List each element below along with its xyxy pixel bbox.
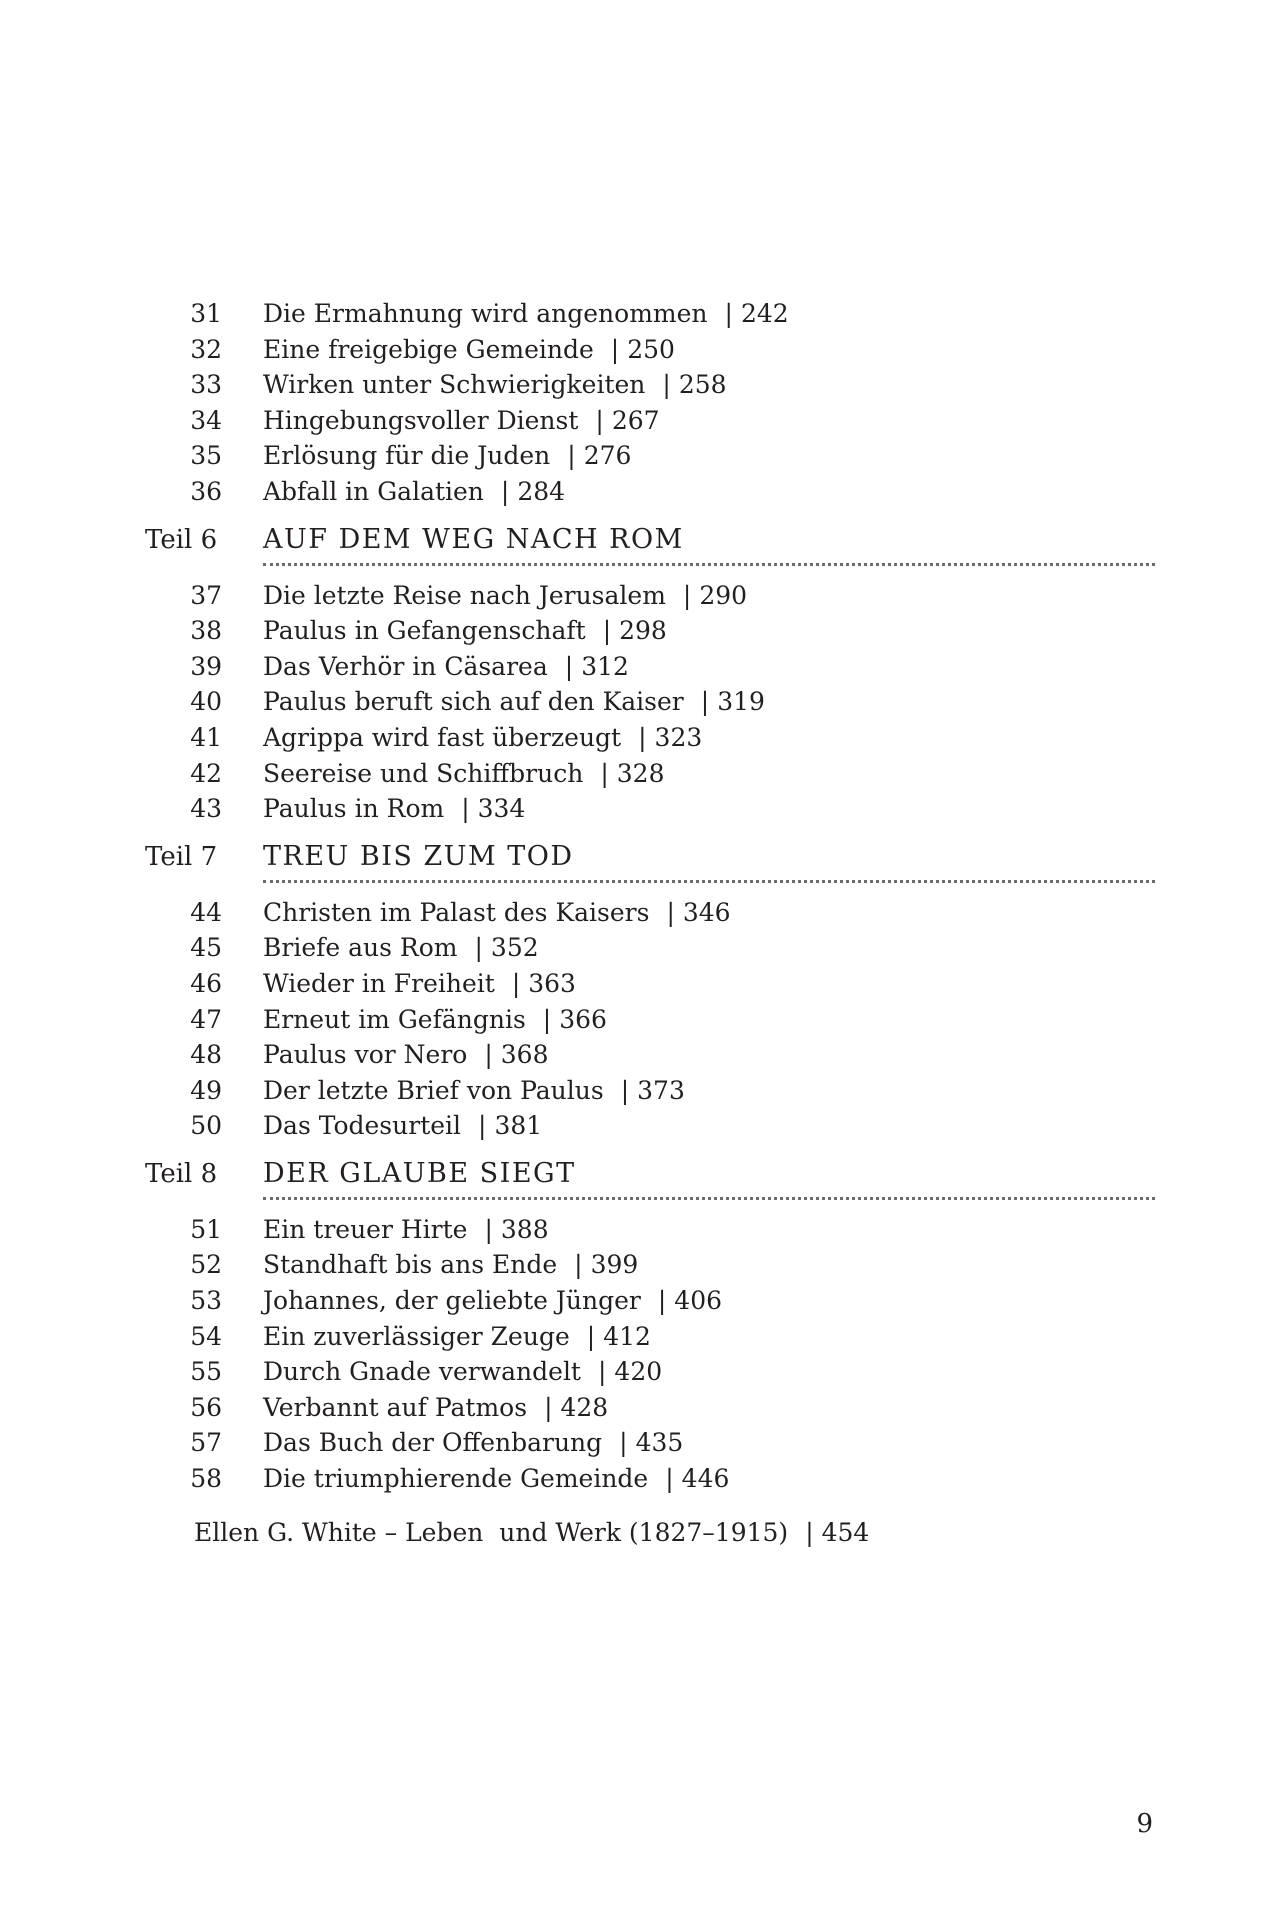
page-separator: | <box>461 794 470 824</box>
toc-chapter-entry <box>0 403 1280 439</box>
chapter-page-number: 312 <box>581 651 629 681</box>
toc-chapter-entry <box>0 613 1280 649</box>
page-separator: | <box>484 1040 493 1070</box>
toc-chapter-entry <box>0 1425 1280 1461</box>
chapter-title-line <box>263 403 660 439</box>
page-separator: | <box>665 1464 674 1494</box>
page-separator: | <box>597 1357 607 1387</box>
chapter-number: 31 <box>190 299 222 328</box>
chapter-number: 40 <box>190 687 222 717</box>
table-of-contents <box>0 296 1280 1551</box>
chapter-page-number: 352 <box>490 933 539 963</box>
chapter-number: 47 <box>190 1004 222 1034</box>
chapter-title: Erneut im Gefängnis <box>263 1004 526 1034</box>
part-label: Teil 6 <box>145 524 218 555</box>
chapter-page-number: 242 <box>740 299 789 328</box>
chapter-title: Standhaft bis ans Ende <box>263 1250 558 1280</box>
chapter-title: Paulus in Rom <box>263 794 445 824</box>
chapter-page-number: 323 <box>654 722 703 752</box>
chapter-title-line <box>263 1002 607 1038</box>
appendix-title: Ellen G. White – Leben und Werk (1827–1915) <box>194 1517 789 1547</box>
chapter-title-line <box>263 720 702 756</box>
appendix-title-line <box>194 1515 869 1551</box>
chapter-title: Abfall in Galatien <box>263 476 484 506</box>
chapter-title-line <box>263 367 727 403</box>
toc-chapter-entry <box>0 332 1280 368</box>
chapter-number: 36 <box>190 476 222 506</box>
chapter-page-number: 368 <box>500 1040 549 1070</box>
page-separator: | <box>662 370 671 400</box>
part-title: TREU BIS ZUM TOD <box>263 840 574 872</box>
page-separator: | <box>666 897 675 927</box>
chapter-title-line <box>263 1425 683 1461</box>
toc-chapter-entry <box>0 1390 1280 1426</box>
chapter-page-number: 328 <box>616 758 665 788</box>
chapter-title-line <box>263 1283 722 1319</box>
page-separator: | <box>602 616 612 646</box>
toc-chapter-entry <box>0 1212 1280 1248</box>
chapter-title: Christen im Palast des Kaisers <box>263 897 650 927</box>
chapter-title: Das Buch der Offenbarung <box>263 1428 603 1458</box>
chapter-number: 52 <box>190 1250 222 1280</box>
page-separator: | <box>657 1286 667 1316</box>
dotted-rule <box>263 1197 1155 1200</box>
chapter-page-number: 420 <box>614 1357 663 1387</box>
chapter-page-number: 284 <box>517 476 566 506</box>
chapter-number: 48 <box>190 1040 222 1070</box>
chapter-title: Paulus vor Nero <box>263 1040 468 1070</box>
chapter-number: 56 <box>190 1392 222 1422</box>
chapter-page-number: 290 <box>699 580 748 610</box>
dotted-rule <box>263 563 1155 566</box>
chapter-page-number: 267 <box>611 405 660 435</box>
chapter-page-number: 363 <box>528 968 576 998</box>
chapter-number: 51 <box>190 1214 222 1244</box>
chapter-page-number: 366 <box>559 1004 607 1034</box>
chapter-title: Eine freigebige Gemeinde <box>263 334 594 364</box>
chapter-title-line <box>263 895 731 931</box>
toc-chapter-entry <box>0 966 1280 1002</box>
chapter-title: Erlösung für die Juden <box>263 441 551 471</box>
page-separator: | <box>544 1392 553 1422</box>
page-separator: | <box>682 580 692 610</box>
part-label: Teil 7 <box>145 841 218 872</box>
chapter-title: Ein treuer Hirte <box>263 1214 468 1244</box>
page-separator: | <box>511 968 521 998</box>
chapter-number: 35 <box>190 441 222 471</box>
toc-chapter-entry <box>0 791 1280 827</box>
toc-chapter-entry <box>0 930 1280 966</box>
chapter-number: 42 <box>190 758 222 788</box>
chapter-title: Ein zuverlässiger Zeuge <box>263 1321 570 1351</box>
chapter-page-number: 346 <box>682 897 731 927</box>
toc-chapter-entry <box>0 1037 1280 1073</box>
chapter-title: Die letzte Reise nach Jerusalem <box>263 580 666 610</box>
toc-chapter-entry <box>0 720 1280 756</box>
chapter-title-line <box>263 1390 608 1426</box>
chapter-page-number: 373 <box>637 1075 685 1105</box>
chapter-title-line <box>263 1037 548 1073</box>
toc-chapter-entry <box>0 1283 1280 1319</box>
chapter-title: Die triumphierende Gemeinde <box>263 1464 649 1494</box>
chapter-title: Wieder in Freiheit <box>263 968 495 998</box>
toc-appendix-entry <box>0 1515 1280 1551</box>
toc-chapter-entry <box>0 1354 1280 1390</box>
page-separator: | <box>724 299 733 328</box>
chapter-title: Hingebungsvoller Dienst <box>263 405 579 435</box>
chapter-title-line <box>263 1247 638 1283</box>
page-separator: | <box>564 651 574 681</box>
toc-chapter-entry <box>0 1002 1280 1038</box>
toc-chapter-entry <box>0 756 1280 792</box>
page-separator: | <box>600 758 609 788</box>
page-separator: | <box>619 1428 628 1458</box>
chapter-number: 50 <box>190 1111 222 1141</box>
chapter-title-line <box>263 1461 729 1497</box>
toc-chapter-entry <box>0 1461 1280 1497</box>
page-separator: | <box>638 722 647 752</box>
chapter-number: 41 <box>190 722 222 752</box>
toc-chapter-entry <box>0 474 1280 510</box>
chapter-title-line <box>263 930 539 966</box>
part-title: AUF DEM WEG NACH ROM <box>263 523 684 555</box>
chapter-page-number: 276 <box>583 441 632 471</box>
chapter-title-line <box>263 684 765 720</box>
chapter-title-line <box>263 1319 651 1355</box>
page-separator: | <box>484 1214 493 1244</box>
toc-chapter-entry <box>0 649 1280 685</box>
chapter-page-number: 428 <box>560 1392 609 1422</box>
chapter-title-line <box>263 649 629 685</box>
page-separator: | <box>700 687 710 717</box>
chapter-number: 45 <box>190 933 222 963</box>
chapter-title-line <box>263 756 664 792</box>
chapter-page-number: 319 <box>717 687 765 717</box>
chapter-title-line <box>263 332 675 368</box>
dotted-rule <box>263 880 1155 883</box>
chapter-title: Paulus in Gefangenschaft <box>263 616 586 646</box>
part-title: DER GLAUBE SIEGT <box>263 1157 576 1189</box>
chapter-title-line <box>263 1212 549 1248</box>
chapter-title: Die Ermahnung wird angenommen <box>263 299 708 328</box>
chapter-title-line <box>263 613 667 649</box>
chapter-number: 58 <box>190 1464 222 1494</box>
toc-part-heading <box>0 831 1280 891</box>
toc-chapter-entry <box>0 684 1280 720</box>
chapter-page-number: 258 <box>678 370 727 400</box>
page-separator: | <box>474 933 483 963</box>
toc-chapter-entry <box>0 1108 1280 1144</box>
chapter-number: 53 <box>190 1286 222 1316</box>
chapter-title-line <box>263 296 789 332</box>
chapter-title-line <box>263 1073 685 1109</box>
chapter-title-line <box>263 1354 662 1390</box>
part-label: Teil 8 <box>145 1158 218 1189</box>
chapter-number: 46 <box>190 968 222 998</box>
page-separator: | <box>610 334 620 364</box>
chapter-number: 33 <box>190 370 222 400</box>
chapter-title: Durch Gnade verwandelt <box>263 1357 581 1387</box>
chapter-title: Das Verhör in Cäsarea <box>263 651 548 681</box>
page-separator: | <box>567 441 576 471</box>
toc-chapter-entry <box>0 1073 1280 1109</box>
page-separator: | <box>542 1004 552 1034</box>
chapter-title-line <box>263 578 747 614</box>
chapter-page-number: 334 <box>477 794 526 824</box>
chapter-number: 34 <box>190 405 222 435</box>
chapter-number: 43 <box>190 794 222 824</box>
toc-chapter-entry <box>0 895 1280 931</box>
toc-chapter-entry <box>0 578 1280 614</box>
toc-chapter-entry <box>0 296 1280 332</box>
page-separator: | <box>574 1250 583 1280</box>
page-separator: | <box>620 1075 630 1105</box>
chapter-title: Johannes, der geliebte Jünger <box>263 1286 641 1316</box>
chapter-number: 38 <box>190 616 222 646</box>
chapter-title: Seereise und Schiffbruch <box>263 758 584 788</box>
chapter-title: Der letzte Brief von Paulus <box>263 1075 604 1105</box>
chapter-page-number: 435 <box>635 1428 684 1458</box>
chapter-number: 49 <box>190 1075 222 1105</box>
chapter-title-line <box>263 966 576 1002</box>
page-separator: | <box>478 1111 487 1141</box>
chapter-title-line <box>263 791 525 827</box>
page-separator: | <box>805 1517 814 1547</box>
chapter-page-number: 412 <box>603 1321 651 1351</box>
chapter-title-line <box>263 1108 542 1144</box>
chapter-page-number: 388 <box>500 1214 549 1244</box>
toc-chapter-entry <box>0 367 1280 403</box>
chapter-title: Wirken unter Schwierigkeiten <box>263 370 646 400</box>
appendix-page-number: 454 <box>821 1517 870 1547</box>
chapter-title: Paulus beruft sich auf den Kaiser <box>263 687 684 717</box>
chapter-page-number: 381 <box>494 1111 543 1141</box>
chapter-page-number: 446 <box>681 1464 730 1494</box>
page-number: 9 <box>1136 1809 1153 1839</box>
chapter-number: 39 <box>190 651 222 681</box>
chapter-number: 54 <box>190 1321 222 1351</box>
toc-chapter-entry <box>0 1247 1280 1283</box>
chapter-page-number: 406 <box>674 1286 723 1316</box>
chapter-title-line <box>263 474 565 510</box>
toc-chapter-entry <box>0 1319 1280 1355</box>
chapter-page-number: 250 <box>627 334 675 364</box>
toc-chapter-entry <box>0 438 1280 474</box>
chapter-number: 37 <box>190 580 222 610</box>
chapter-title-line <box>263 438 631 474</box>
chapter-number: 44 <box>190 897 222 927</box>
chapter-number: 57 <box>190 1428 222 1458</box>
page-separator: | <box>586 1321 596 1351</box>
chapter-title: Agrippa wird fast überzeugt <box>263 722 622 752</box>
chapter-page-number: 298 <box>619 616 667 646</box>
chapter-title: Verbannt auf Patmos <box>263 1392 528 1422</box>
chapter-number: 55 <box>190 1357 222 1387</box>
page-separator: | <box>595 405 604 435</box>
chapter-page-number: 399 <box>590 1250 639 1280</box>
chapter-title: Das Todesurteil <box>263 1111 462 1141</box>
chapter-number: 32 <box>190 334 222 364</box>
page-separator: | <box>500 476 510 506</box>
toc-part-heading <box>0 514 1280 574</box>
chapter-title: Briefe aus Rom <box>263 933 458 963</box>
toc-part-heading <box>0 1148 1280 1208</box>
